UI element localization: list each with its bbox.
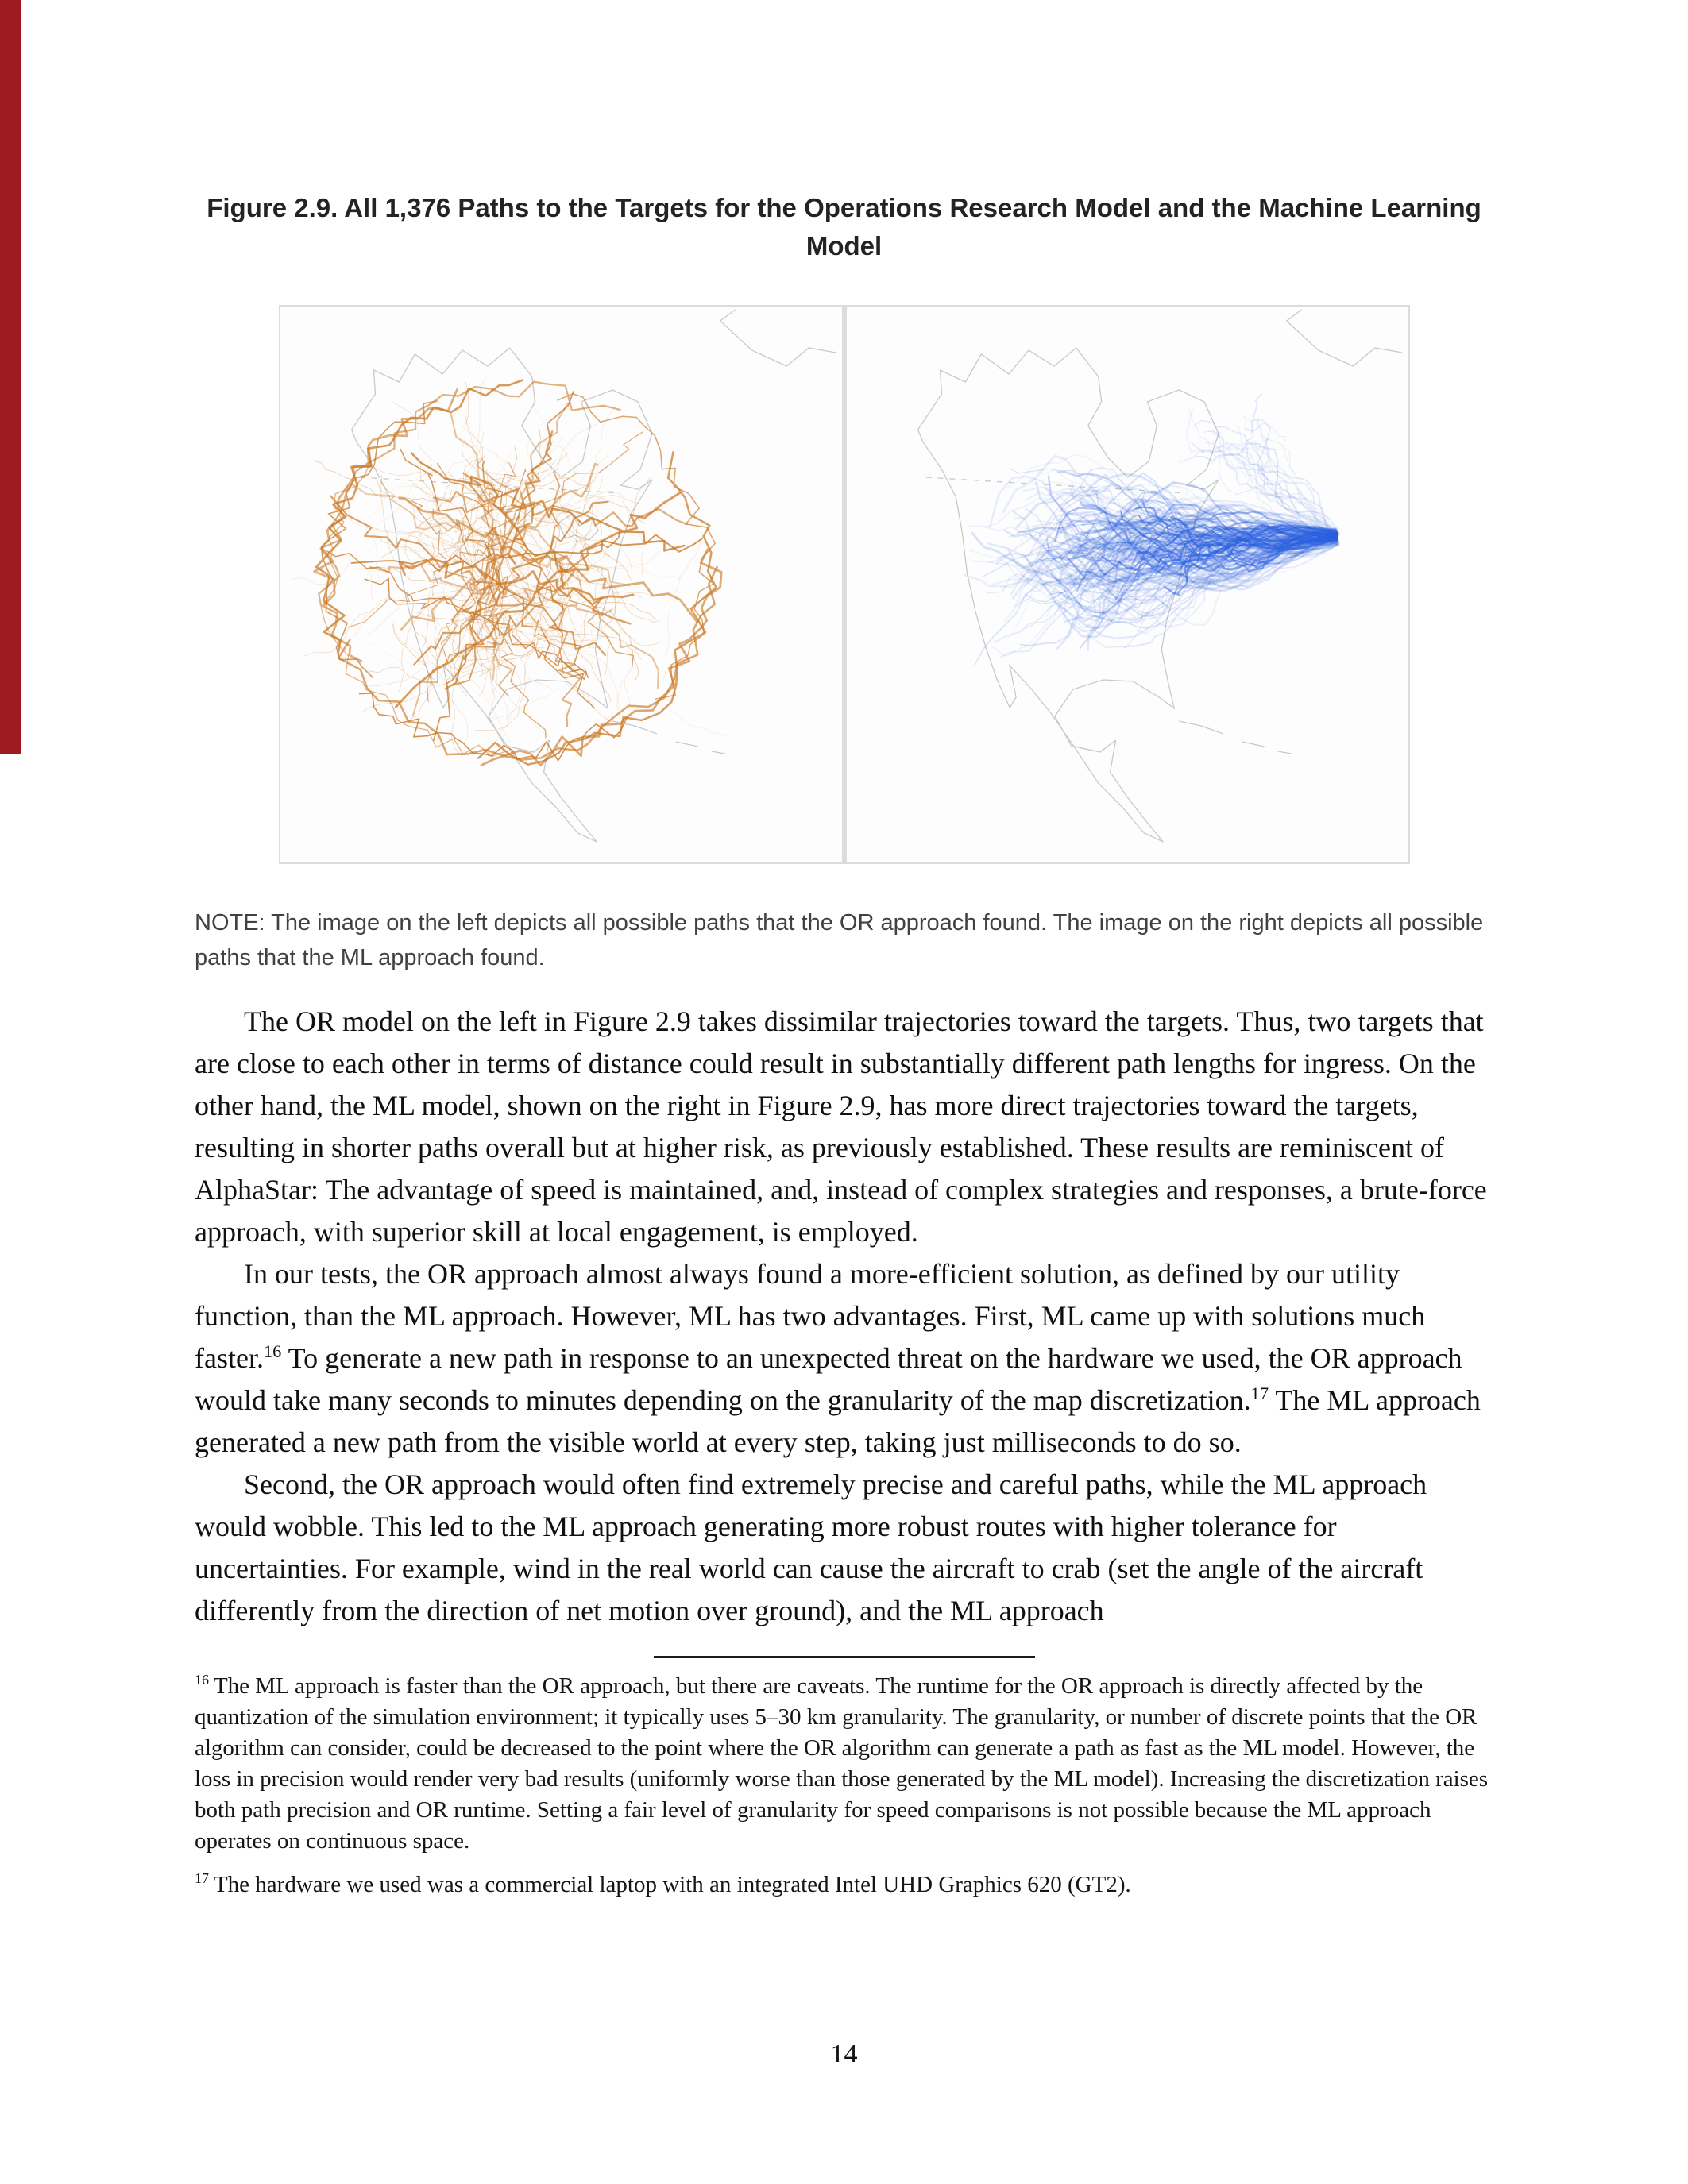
footnote-marker: 17 <box>195 1870 209 1887</box>
body-paragraph: Second, the OR approach would often find extremely precise and careful paths, while the ML approach would wobble. This led to the ML approach generating more robust routes with higher tolerance for uncertainties. For example, wind in the real world can cause the aircraft to crab (set the angle of the aircraft differently from the direction of net motion over ground), and the ML approach <box>195 1468 1427 1626</box>
figure-title: Figure 2.9. All 1,376 Paths to the Targets for the Operations Research Model and the Machine Learning Model <box>207 193 1481 260</box>
footnote-reference: 16 <box>263 1341 282 1361</box>
figure-note: NOTE: The image on the left depicts all possible paths that the OR approach found. The image on the right depicts all possible paths that the ML approach found. <box>195 910 1484 970</box>
footnote-separator <box>654 1656 1035 1658</box>
body-paragraph: The OR model on the left in Figure 2.9 takes dissimilar trajectories toward the targets. Thus, two targets that are close to each other in terms of distance could result in substantially different path lengths for ingress. On the other hand, the ML model, shown on the right in Figure 2.9, has more direct trajectories toward the targets, resulting in shorter paths overall but at higher risk, as previously established. These results are reminiscent of AlphaStar: The advantage of speed is maintained, and, instead of complex strategies and responses, a brute-force approach, with superior skill at local engagement, is employed. <box>195 1005 1487 1248</box>
or-paths-map-image <box>280 307 842 862</box>
footnote-reference: 17 <box>1250 1383 1269 1403</box>
red-accent-bar <box>0 0 21 754</box>
ml-paths-map-image <box>847 307 1408 862</box>
body-text <box>195 1001 1493 1632</box>
page-content <box>195 0 1493 1900</box>
figure-image-frame <box>279 305 1410 864</box>
footnote: $^{17}$ The hardware we used was a commercial laptop with an integrated Intel UHD Graphics 620 (GT2). <box>195 1870 1131 1897</box>
page-number: 14 <box>830 2039 858 2069</box>
body-paragraph: In our tests, the OR approach almost always found a more-efficient solution, as defined by our utility function, than the ML approach. However, ML has two advantages. First, ML came up with solutions much faster.$^{16}$ To generate a new path in response to an unexpected threat on the hardware we used, the OR approach would take many seconds to minutes depending on the granularity of the map discretization.$^{17}$ The ML approach generated a new path from the visible world at every step, taking just milliseconds to do so. <box>195 1258 1481 1458</box>
footnotes <box>195 1671 1493 1900</box>
footnote: $^{16}$ The ML approach is faster than the OR approach, but there are caveats. The runtime for the OR approach is directly affected by the quantization of the simulation environment; it typically uses 5–30 km granularity. The granularity, or number of discrete points that the OR algorithm can consider, could be decreased to the point where the OR algorithm can generate a path as fast as the ML model. However, the loss in precision would render very bad results (uniformly worse than those generated by the ML model). Increasing the discretization raises both path precision and OR runtime. Setting a fair level of granularity for speed comparisons is not possible because the ML approach operates on continuous space. <box>195 1672 1489 1854</box>
footnote-marker: 16 <box>195 1672 209 1688</box>
